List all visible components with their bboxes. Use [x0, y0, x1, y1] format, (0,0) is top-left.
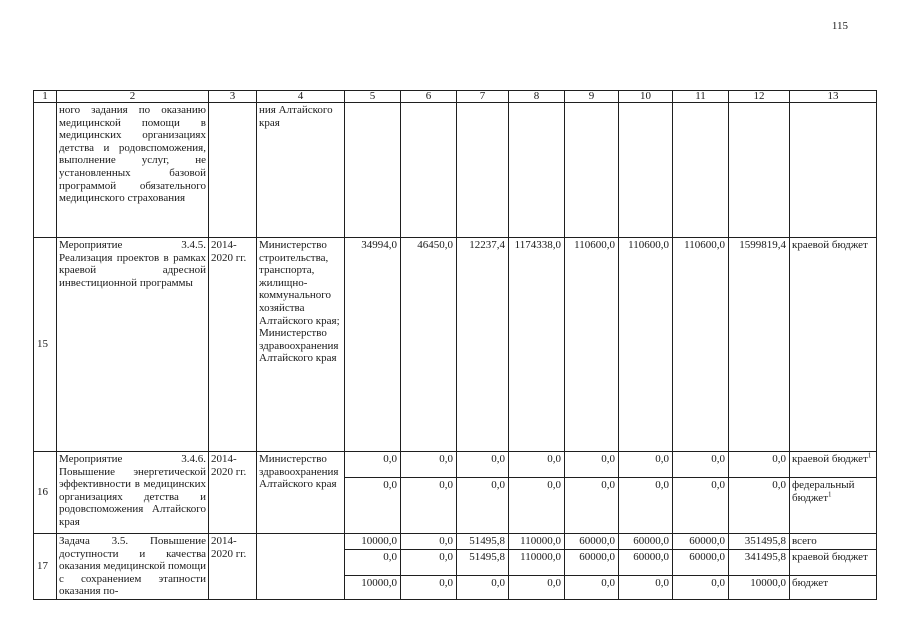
period-cell: [209, 103, 257, 238]
period-cell: 2014-2020 гг.: [209, 238, 257, 452]
measure-name-cell: Мероприятие 3.4.6. Повышение энергетической эффективности в медицинских организациях детства и родовспоможения Алтайского края: [57, 452, 209, 534]
value-cell: 351495,8: [729, 534, 790, 550]
funding-source-cell: [790, 452, 877, 478]
table-row-16-line-1: [34, 452, 877, 478]
header-cell: 6: [401, 91, 457, 103]
value-cell: 60000,0: [619, 534, 673, 550]
executor-cell: ния Алтайского края: [257, 103, 345, 238]
value-cell: 0,0: [509, 452, 565, 478]
funding-source-cell: краевой бюджет: [790, 238, 877, 452]
value-cell: 46450,0: [401, 238, 457, 452]
value-cell: 110600,0: [673, 238, 729, 452]
funding-source-text: краевой бюджет: [792, 453, 868, 465]
funding-source-cell: всего: [790, 534, 877, 550]
row-number-cell: 16: [34, 452, 57, 534]
value-cell: 60000,0: [565, 534, 619, 550]
footnote-mark: 1: [828, 489, 832, 498]
header-row: [34, 91, 877, 103]
value-cell: 0,0: [345, 478, 401, 534]
funding-source-cell: краевой бюджет: [790, 549, 877, 575]
value-cell: 0,0: [401, 575, 457, 599]
value-cell: 60000,0: [673, 534, 729, 550]
executor-cell: Министерство строительства, транспорта, жилищно-коммунального хозяйства Алтайского края; Министерство здравоохранения Алтайского края: [257, 238, 345, 452]
row-number-cell: 17: [34, 534, 57, 600]
value-cell: 0,0: [729, 478, 790, 534]
table-row-15: [34, 238, 877, 452]
header-cell: 2: [57, 91, 209, 103]
value-cell: 0,0: [345, 549, 401, 575]
measure-name-cell: Задача 3.5. Повышение доступности и качества оказания медицинской помощи с сохранением этапности оказания по-: [57, 534, 209, 600]
funding-source-cell: [790, 478, 877, 534]
table-row-17-line-1: [34, 534, 877, 550]
value-cell: 60000,0: [565, 549, 619, 575]
value-cell: 0,0: [619, 452, 673, 478]
value-cell: 0,0: [673, 575, 729, 599]
value-cell: 110600,0: [619, 238, 673, 452]
value-cell: 0,0: [345, 452, 401, 478]
header-cell: 4: [257, 91, 345, 103]
header-cell: 11: [673, 91, 729, 103]
header-cell: 1: [34, 91, 57, 103]
measure-name-cell: ного задания по оказанию медицинской помощи в медицинских организациях детства и родовспоможения, выполнение услуг, не установленных базовой программой обязательного медицинского страхования: [57, 103, 209, 238]
value-cell: 0,0: [619, 575, 673, 599]
executor-cell: Министерство здравоохранения Алтайского края: [257, 452, 345, 534]
row-number-cell: 15: [34, 238, 57, 452]
value-cell: 51495,8: [457, 549, 509, 575]
value-cell: 10000,0: [729, 575, 790, 599]
value-cell: 0,0: [619, 478, 673, 534]
value-cell: 60000,0: [619, 549, 673, 575]
footnote-mark: 1: [867, 451, 872, 460]
header-cell: 5: [345, 91, 401, 103]
header-cell: 10: [619, 91, 673, 103]
value-cell: 1599819,4: [729, 238, 790, 452]
value-cell: 110600,0: [565, 238, 619, 452]
header-cell: 7: [457, 91, 509, 103]
value-cell: 0,0: [457, 575, 509, 599]
budget-table: [33, 90, 877, 600]
value-cell: 0,0: [729, 452, 790, 478]
value-cell: 10000,0: [345, 534, 401, 550]
header-cell: 12: [729, 91, 790, 103]
measure-name-cell: Мероприятие 3.4.5. Реализация проектов в рамках краевой адресной инвестиционной программы: [57, 238, 209, 452]
executor-cell: [257, 534, 345, 600]
value-cell: 0,0: [673, 478, 729, 534]
value-cell: 110000,0: [509, 549, 565, 575]
funding-source-text: федеральный бюджет: [792, 479, 855, 504]
value-cell: 0,0: [565, 452, 619, 478]
period-cell: 2014-2020 гг.: [209, 452, 257, 534]
value-cell: 0,0: [457, 478, 509, 534]
value-cell: 0,0: [565, 575, 619, 599]
value-cell: 341495,8: [729, 549, 790, 575]
value-cell: 0,0: [565, 478, 619, 534]
funding-source-cell: бюджет: [790, 575, 877, 599]
value-cell: 0,0: [509, 575, 565, 599]
value-cell: 0,0: [673, 452, 729, 478]
header-cell: 13: [790, 91, 877, 103]
value-cell: 0,0: [401, 452, 457, 478]
header-cell: 3: [209, 91, 257, 103]
value-cell: 0,0: [509, 478, 565, 534]
value-cell: 51495,8: [457, 534, 509, 550]
table-row-continuation: [34, 103, 877, 238]
value-cell: 110000,0: [509, 534, 565, 550]
page-number: 115: [831, 20, 848, 32]
value-cell: 1174338,0: [509, 238, 565, 452]
header-cell: 9: [565, 91, 619, 103]
value-cell: 0,0: [457, 452, 509, 478]
value-cell: 60000,0: [673, 549, 729, 575]
value-cell: 0,0: [401, 478, 457, 534]
value-cell: 10000,0: [345, 575, 401, 599]
row-number-cell: [34, 103, 57, 238]
value-cell: 34994,0: [345, 238, 401, 452]
value-cell: 0,0: [401, 549, 457, 575]
value-cell: 0,0: [401, 534, 457, 550]
value-cell: 12237,4: [457, 238, 509, 452]
header-cell: 8: [509, 91, 565, 103]
period-cell: 2014-2020 гг.: [209, 534, 257, 600]
